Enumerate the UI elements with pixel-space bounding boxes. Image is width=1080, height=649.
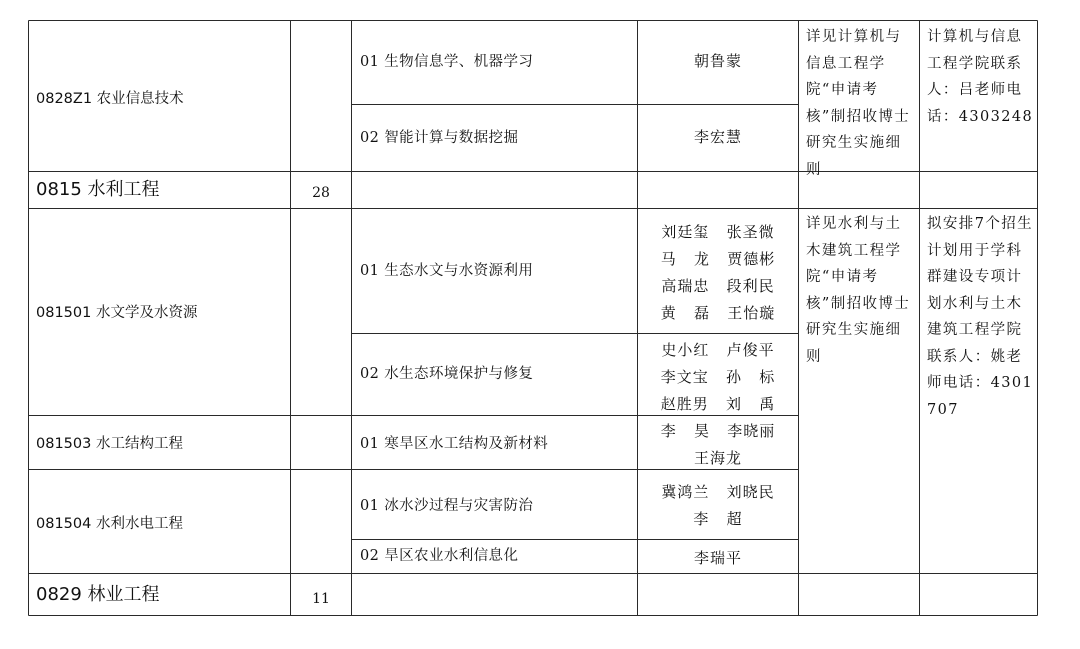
quota-0829: 11 (312, 591, 330, 607)
direction-081501-01: 01 生态水文与水资源利用 (360, 263, 534, 279)
contact-0828z1: 计算机与信息工程学院联系人：吕老师电话：4303248 (927, 29, 1034, 125)
advisor-081503-01: 李 昊 李晓丽 王海龙 (660, 422, 776, 467)
advisor-081504-02: 李瑞平 (693, 549, 742, 567)
note-0828z1: 详见计算机与信息工程学院“申请考核”制招收博士研究生实施细则 (806, 29, 911, 178)
direction-081504-02: 02 旱区农业水利信息化 (360, 548, 519, 564)
quota-0815: 28 (312, 185, 330, 201)
major-081503: 081503 水工结构工程 (36, 436, 183, 452)
major-081501: 081501 水文学及水资源 (36, 305, 198, 321)
advisor-081501-02: 史小红 卢俊平 李文宝 孙 标 赵胜男 刘 禹 (660, 341, 776, 413)
category-0815: 0815 水利工程 (36, 179, 160, 200)
major-081504: 081504 水利水电工程 (36, 516, 183, 532)
note-0815: 详见水利与土木建筑工程学院“申请考核”制招收博士研究生实施细则 (806, 216, 911, 365)
direction-0828z1-01: 01 生物信息学、机器学习 (360, 54, 534, 70)
advisor-0828z1-01: 朝鲁蒙 (693, 52, 742, 70)
advisor-081504-01: 冀鸿兰 刘晓民 李 超 (661, 483, 775, 528)
direction-081501-02: 02 水生态环境保护与修复 (360, 366, 534, 382)
advisor-0828z1-02: 李宏慧 (693, 128, 742, 146)
major-0828z1: 0828Z1 农业信息技术 (36, 91, 184, 107)
direction-081503-01: 01 寒旱区水工结构及新材料 (360, 436, 549, 452)
contact-0815: 拟安排7个招生计划用于学科群建设专项计划水利与土木建筑工程学院联系人：姚老师电话：4301707 (927, 216, 1034, 418)
direction-081504-01: 01 冰水沙过程与灾害防治 (360, 498, 534, 514)
advisor-081501-01: 刘廷玺 张圣微 马 龙 贾德彬 高瑞忠 段利民 黄 磊 王怡璇 (660, 223, 776, 322)
category-0829: 0829 林业工程 (36, 584, 160, 605)
direction-0828z1-02: 02 智能计算与数据挖掘 (360, 130, 519, 146)
